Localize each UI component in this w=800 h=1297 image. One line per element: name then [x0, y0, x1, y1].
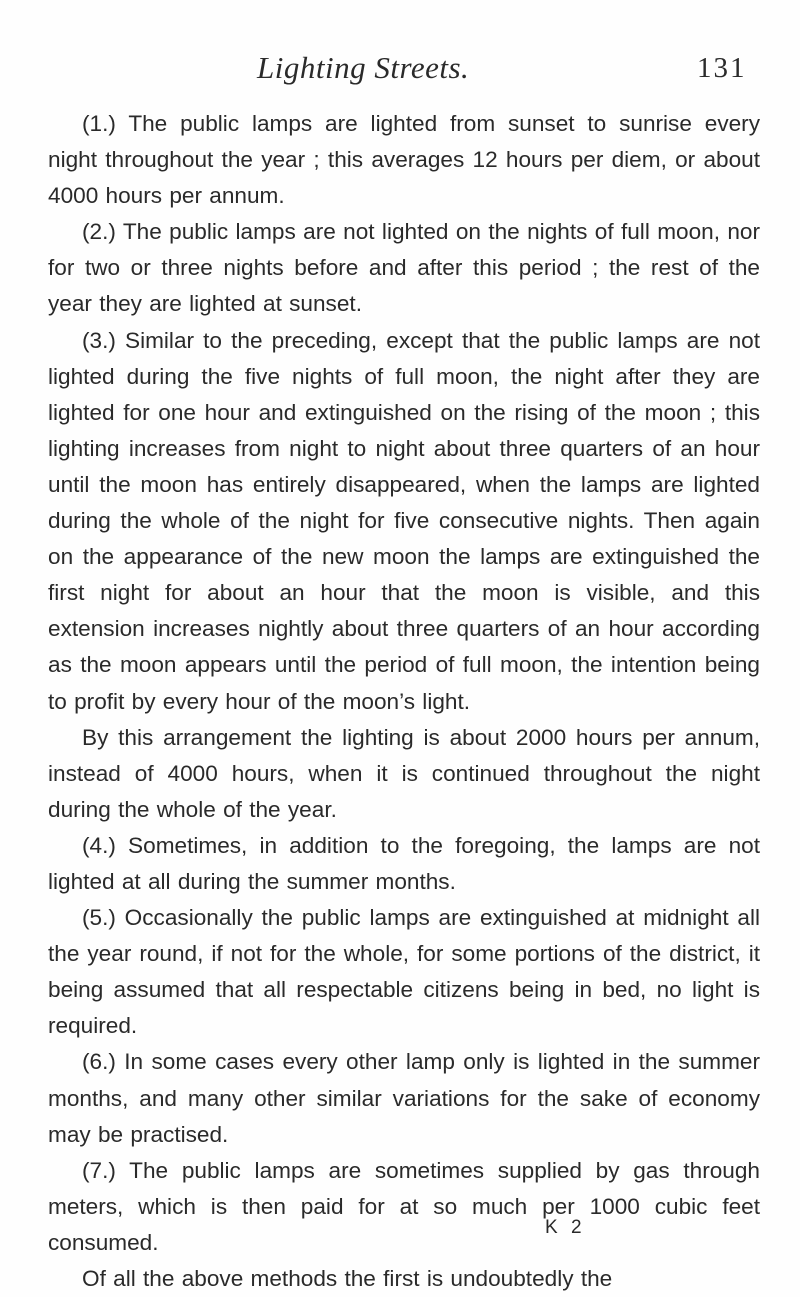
paragraph-method-1: (1.) The public lamps are lighted from sunset to sunrise every night throughout the year ; this averages 12 hours per diem, or about 4000 hours per annum.	[48, 111, 760, 209]
paragraph-arrangement: By this arrangement the lighting is about 2000 hours per annum, instead of 4000 hours, when it is continued throughout the night during the whole of the year.	[48, 724, 760, 822]
signature-mark: K 2	[545, 1217, 586, 1238]
paragraph-method-4: (4.) Sometimes, in addition to the foregoing, the lamps are not lighted at all during the summer months.	[48, 832, 760, 894]
paragraph-method-7: (7.) The public lamps are sometimes supplied by gas through meters, which is then paid for at so much per 1000 cubic feet consumed.	[48, 1157, 760, 1255]
page-header	[0, 48, 800, 92]
page-number: 131	[697, 52, 747, 84]
paragraph-method-6: (6.) In some cases every other lamp only is lighted in the summer months, and many other similar variations for the sake of economy may be practised.	[48, 1049, 760, 1147]
running-head: Lighting Streets.	[257, 50, 470, 85]
paragraph-method-2: (2.) The public lamps are not lighted on the nights of full moon, nor for two or three nights before and after this period ; the rest of the year they are lighted at sunset.	[48, 219, 760, 317]
paragraph-conclusion: Of all the above methods the first is undoubtedly the	[82, 1266, 613, 1291]
body-text	[48, 106, 760, 1297]
paragraph-method-5: (5.) Occasionally the public lamps are extinguished at midnight all the year round, if not for the whole, for some portions of the district, it being assumed that all respectable citizens being in bed, no light is required.	[48, 905, 760, 1039]
paragraph-method-3: (3.) Similar to the preceding, except that the public lamps are not lighted during the five nights of full moon, the night after they are lighted for one hour and extinguished on the rising of the moon ; this lighting increases from night to night about three quarters of an hour until the moon has entirely disappeared, when the lamps are lighted during the whole of the night for five consecutive nights. Then again on the appearance of the new moon the lamps are extinguished the first night for about an hour that the moon is visible, and this extension increases nightly about three quarters of an hour according as the moon appears until the period of full moon, the intention being to profit by every hour of the moon’s light.	[48, 327, 760, 714]
